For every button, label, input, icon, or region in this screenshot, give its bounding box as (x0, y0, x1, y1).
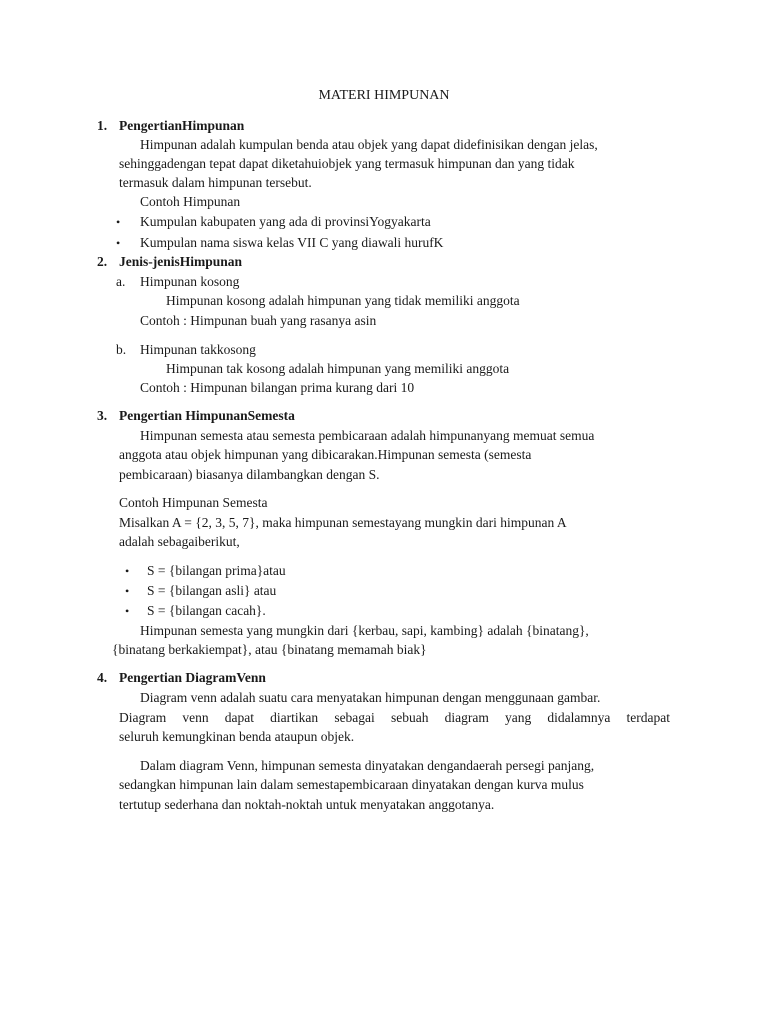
section-2b-marker: b. (116, 342, 127, 357)
section-4-paragraph-1-line-1: Diagram venn adalah suatu cara menyatakan himpunan dengan menggunaan gambar. (140, 690, 601, 705)
section-3-bullet-2: S = {bilangan asli} atau (147, 583, 277, 598)
section-2-number: 2. (97, 254, 108, 269)
section-3-misal-line-2: adalah sebagaiberikut, (119, 534, 240, 549)
section-2b-contoh: Contoh : Himpunan bilangan prima kurang dari 10 (140, 380, 415, 395)
section-1-bullet-2: Kumpulan nama siswa kelas VII C yang diawali hurufK (140, 235, 444, 250)
section-3-paragraph-line-3: pembicaraan) biasanya dilambangkan dengan S. (119, 467, 380, 482)
section-2a-marker: a. (116, 274, 126, 289)
section-3-paragraph-line-1: Himpunan semesta atau semesta pembicaraan adalah himpunanyang memuat semua (140, 428, 595, 443)
section-3-bullet-1: S = {bilangan prima}atau (147, 563, 286, 578)
section-1-number: 1. (97, 118, 108, 133)
section-2b-definition: Himpunan tak kosong adalah himpunan yang memiliki anggota (166, 361, 510, 376)
section-2-heading: Jenis-jenisHimpunan (119, 254, 243, 269)
section-1-contoh-label: Contoh Himpunan (140, 194, 241, 209)
section-4-paragraph-2-line-2: sedangkan himpunan lain dalam semestapembicaraan dinyatakan dengan kurva mulus (119, 777, 584, 792)
section-4-number: 4. (97, 670, 108, 685)
bullet-icon: • (125, 564, 130, 578)
section-2b-label: Himpunan takkosong (140, 342, 256, 357)
bullet-icon: • (116, 236, 121, 250)
section-1-paragraph-line-3: termasuk dalam himpunan tersebut. (119, 175, 312, 190)
section-4-paragraph-2-line-1: Dalam diagram Venn, himpunan semesta dinyatakan dengandaerah persegi panjang, (140, 758, 595, 773)
section-1-paragraph-line-1: Himpunan adalah kumpulan benda atau objek yang dapat didefinisikan dengan jelas, (140, 137, 598, 152)
section-3-heading: Pengertian HimpunanSemesta (119, 408, 295, 423)
section-3-misal-line-1: Misalkan A = {2, 3, 5, 7}, maka himpunan semestayang mungkin dari himpunan A (119, 515, 567, 530)
section-1-paragraph-line-2: sehinggadengan tepat dapat diketahuiobjek yang termasuk himpunan dan yang tidak (119, 156, 575, 171)
section-4-paragraph-1-line-2: Diagram venn dapat diartikan sebagai sebuah diagram yang didalamnya terdapat (119, 710, 670, 725)
section-4-heading: Pengertian DiagramVenn (119, 670, 266, 685)
section-3-closing-line-1: Himpunan semesta yang mungkin dari {kerbau, sapi, kambing} adalah {binatang}, (140, 623, 589, 638)
section-4-paragraph-1-line-3: seluruh kemungkinan benda ataupun objek. (119, 729, 355, 744)
section-3-number: 3. (97, 408, 108, 423)
bullet-icon: • (125, 604, 130, 618)
section-4-paragraph-2-line-3: tertutup sederhana dan noktah-noktah untuk menyatakan anggotanya. (119, 797, 495, 812)
page-title: MATERI HIMPUNAN (318, 88, 450, 103)
section-3-contoh-label: Contoh Himpunan Semesta (119, 495, 268, 510)
bullet-icon: • (125, 584, 130, 598)
section-2a-contoh: Contoh : Himpunan buah yang rasanya asin (140, 313, 377, 328)
section-1-heading: PengertianHimpunan (119, 118, 245, 133)
section-2a-definition: Himpunan kosong adalah himpunan yang tidak memiliki anggota (166, 293, 520, 308)
section-1-bullet-1: Kumpulan kabupaten yang ada di provinsiYogyakarta (140, 214, 431, 229)
section-3-bullet-3: S = {bilangan cacah}. (147, 603, 266, 618)
section-3-closing-line-2: {binatang berkakiempat}, atau {binatang memamah biak} (112, 642, 427, 657)
section-3-paragraph-line-2: anggota atau objek himpunan yang dibicarakan.Himpunan semesta (semesta (119, 447, 532, 462)
bullet-icon: • (116, 215, 121, 229)
section-2a-label: Himpunan kosong (140, 274, 240, 289)
